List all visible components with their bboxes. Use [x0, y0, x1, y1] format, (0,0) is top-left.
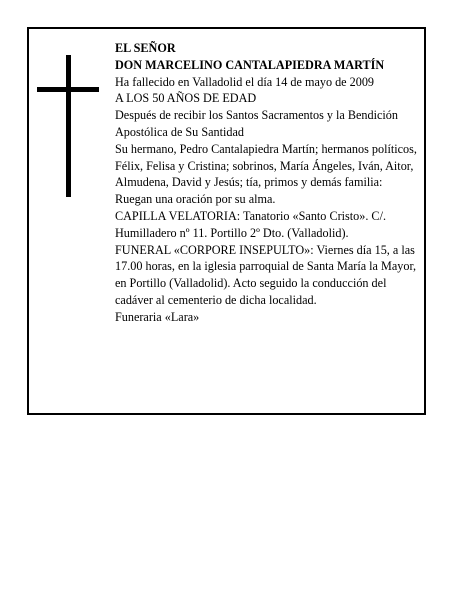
cross-horizontal-bar — [37, 87, 99, 92]
prayer-request: Ruegan una oración por su alma. — [115, 192, 276, 207]
funeral-info: FUNERAL «CORPORE INSEPULTO»: Viernes día 15, a las 17.00 horas, en la iglesia parroquial de Santa María la Mayor, en Portillo (Valladolid). Acto seguido la conducción del cadáver al cementerio de dicha localidad. — [115, 242, 417, 307]
age-line: A LOS 50 AÑOS DE EDAD — [115, 91, 257, 106]
obituary-text — [115, 40, 425, 326]
cross-icon — [37, 55, 99, 197]
funeral-home: Funeraria «Lara» — [115, 309, 200, 324]
title-line-1: EL SEÑOR — [115, 41, 176, 55]
family-list: Su hermano, Pedro Cantalapiedra Martín; hermanos políticos, Félix, Felisa y Cristina; sobrinos, María Ángeles, Iván, Aitor, Almudena, David y Jesús; tía, primos y demás familia: — [115, 141, 417, 190]
cross-vertical-bar — [66, 55, 71, 197]
chapel-info: CAPILLA VELATORIA: Tanatorio «Santo Cristo». C/. Humilladero nº 11. Portillo 2º Dto. (Valladolid). — [115, 208, 386, 240]
death-notice: Ha fallecido en Valladolid el día 14 de mayo de 2009 — [115, 74, 375, 89]
deceased-name: DON MARCELINO CANTALAPIEDRA MARTÍN — [115, 57, 385, 72]
sacraments-line: Después de recibir los Santos Sacramentos y la Bendición Apostólica de Su Santidad — [115, 108, 398, 139]
